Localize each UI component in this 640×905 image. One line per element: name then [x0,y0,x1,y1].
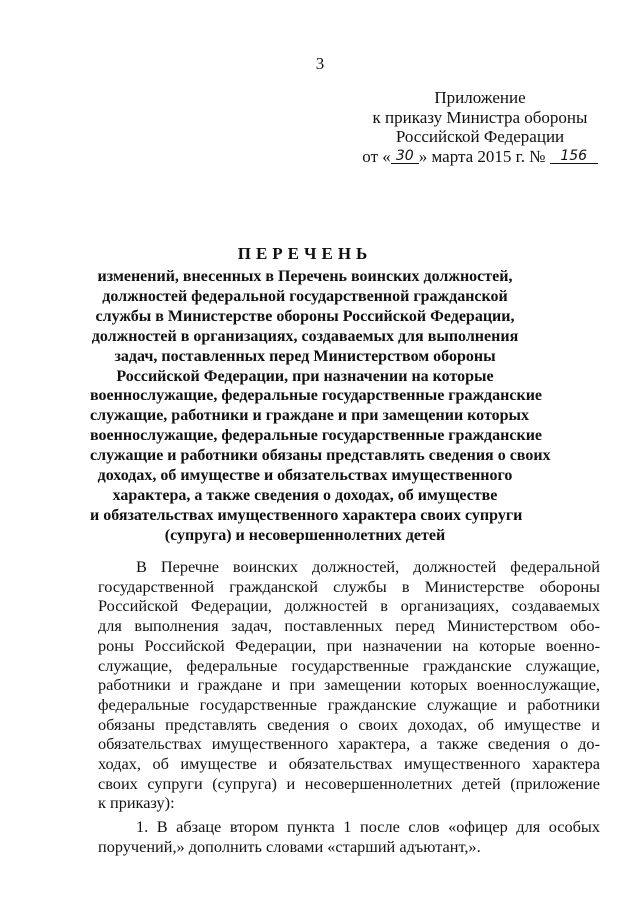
document-body [98,557,600,857]
subtitle-line: доходах, об имуществе и обязательствах имущественного [97,467,513,485]
page-number: 3 [315,54,325,73]
document-title [90,243,551,546]
title-subtitle [90,267,551,546]
subtitle-line: изменений, внесенных в Перечень воинских должностей, [97,268,513,285]
handwritten-date-day: 30 [391,149,419,164]
subtitle-line: военнослужащие, федеральные государственные гражданские [90,427,543,445]
body-line: федеральные государственные гражданские служащие и работники [98,694,600,714]
body-line: В Перечне воинских должностей, должностей федеральной [136,557,600,576]
title-heading: ПЕРЕЧЕНЬ [237,244,373,263]
body-line: государственной гражданской службы в Министерстве обороны [98,576,600,596]
subtitle-line: задач, поставленных перед Министерством обороны [114,347,496,365]
body-line: Российской Федерации, должностей в организациях, создаваемых [98,596,600,616]
subtitle-line: служащие, работники и граждане и при замещении которых [90,407,529,425]
subtitle-line: службы в Министерстве обороны Российской Федерации, [95,307,515,325]
body-line: обязательствах имущественного характера, а также сведения о до- [98,734,600,754]
subtitle-line: (супруга) и несовершеннолетних детей [164,526,446,544]
date-middle: » марта 2015 г. № [418,146,546,166]
paragraph-intro [98,557,600,813]
date-prefix: от « [362,146,391,166]
body-line: поручений,» дополнить словами «старший адъютант,». [98,836,481,856]
body-line: ходах, об имуществе и обязательствах имущественного характера [98,754,600,774]
handwritten-order-number: 156 [550,149,598,164]
body-line: к приказу): [98,793,175,813]
subtitle-line: должностей в организациях, создаваемых для выполнения [91,327,519,345]
subtitle-line: характера, а также сведения о доходах, об имуществе [112,486,498,504]
subtitle-line: Российской Федерации, при назначении на которые [116,367,494,385]
body-line: служащие, федеральные государственные гражданские служащие, [98,655,600,675]
appendix-country: Российской Федерации [395,127,565,146]
paragraph-item-1 [98,817,600,856]
subtitle-line: должностей федеральной государственной гражданской [102,287,508,305]
appendix-header [360,88,600,166]
body-line: работники и граждане и при замещении которых военнослужащие, [98,675,600,695]
body-line: для выполнения задач, поставленных перед Министерством обо- [98,616,600,636]
appendix-title: Приложение [434,88,526,107]
subtitle-line: служащие и работники обязаны представлять сведения о своих [90,447,551,465]
body-line: 1. В абзаце втором пункта 1 после слов «офицер для особых [136,817,600,837]
appendix-date-line [360,147,600,167]
subtitle-line: и обязательствах имущественного характера своих супруги [90,506,523,524]
body-line: своих супруги (супруга) и несовершеннолетних детей (приложение [98,773,600,793]
appendix-order-ref: к приказу Министра обороны [372,107,588,127]
subtitle-line: военнослужащие, федеральные государственные гражданские [90,387,543,405]
body-line: роны Российской Федерации, при назначении на которые военно- [98,635,600,655]
body-line: обязаны представлять сведения о своих доходах, об имуществе и [98,714,600,734]
